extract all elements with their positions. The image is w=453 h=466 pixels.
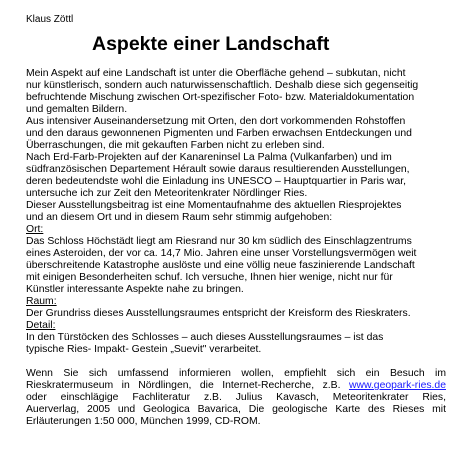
intro-line: untersuche ich zur Zeit den Meteoritenkrater Nördlinger Ries. [26,188,308,199]
section-line: überschreitende Katastrophe auslöste und eine völlig neue faszinierende Landschaft [26,260,415,271]
outro-line: Erläuterungen 1:50 000, München 1999, CD-ROM. [26,416,261,427]
intro-paragraph [26,68,446,224]
outro-paragraph [26,368,446,428]
document-body [26,68,446,428]
intro-line: Nach Erd-Farb-Projekten auf der Kanareninsel La Palma (Vulkanfarben) und im [26,152,392,163]
section-line: eines Asteroiden, der vor ca. 14,7 Mio. Jahren eine unser Vorstellungsvermögen weit [26,248,417,259]
section-heading-detail: Detail: [26,320,56,331]
outro-line: Auerverlag, 2005 und Geologica Bavarica, Die geologische Karte des Rieses mit [26,404,446,415]
intro-line: und an diesem Ort und in diesem Raum sehr stimmig aufgehoben: [26,212,333,223]
intro-line: südfranzösischen Departement Hérault sowie daraus resultierenden Ausstellungen, [26,164,410,175]
section-line: In den Türstöcken des Schlosses – auch dieses Ausstellungsraumes – ist das [26,332,384,343]
section-ort [26,224,446,296]
section-line: mit einigen Besonderheiten schuf. Ich versuche, Ihnen hier wenige, nicht nur für [26,272,393,283]
outro-line-text: Rieskratermuseum in Nördlingen, die Internet-Recherche, z.B. [26,380,349,391]
intro-line: Dieser Ausstellungsbeitrag ist eine Momentaufnahme des aktuellen Riesprojektes [26,200,402,211]
section-line: typische Ries- Impakt- Gestein „Suevit" verarbeitet. [26,344,262,355]
section-heading-ort: Ort: [26,224,44,235]
intro-line: Aus intensiver Auseinandersetzung mit Orten, den dort vorkommenden Rohstoffen [26,116,406,127]
geopark-link[interactable]: www.geopark-ries.de [348,380,446,391]
section-line: Der Grundriss dieses Ausstellungsraumes entspricht der Kreisform des Rieskraters. [26,308,411,319]
document-title: Aspekte einer Landschaft [92,33,330,55]
intro-line: deren bedeutendste wohl die Einladung ins UNESCO – Hauptquartier in Paris war, [26,176,407,187]
intro-line: Mein Aspekt auf eine Landschaft ist unter die Oberfläche gehend – subkutan, nicht [26,68,406,79]
section-heading-raum: Raum: [26,296,57,307]
outro-line-with-link [26,380,446,392]
intro-line: Überraschungen, die mit gekauften Farben nicht zu erleben sind. [26,140,325,151]
intro-line: befruchtende Mischung zwischen Ort-spezifischer Foto- bzw. Materialdokumentation [26,92,415,103]
section-detail [26,320,446,356]
section-line: Künstler interessante Aspekte nahe zu bringen. [26,284,244,295]
intro-line: und den daraus gewonnenen Pigmenten und Farben erwachsen Entdeckungen und [26,128,412,139]
intro-line: nur künstlerisch, sondern auch naturwissenschaftlich. Deshalb diese sich gegenseitig [26,80,419,91]
intro-line: und gemalten Bildern. [26,104,128,115]
paragraph-gap [26,356,446,368]
section-line: Das Schloss Höchstädt liegt am Riesrand nur 30 km südlich des Einschlagzentrums [26,236,412,247]
outro-line: Wenn Sie sich umfassend informieren wollen, empfiehlt sich ein Besuch im [26,368,446,379]
section-raum [26,296,446,320]
author-name: Klaus Zöttl [26,14,74,25]
outro-line: oder einschlägige Fachliteratur z.B. Julius Kavasch, Meteoritenkrater Ries, [26,392,446,403]
